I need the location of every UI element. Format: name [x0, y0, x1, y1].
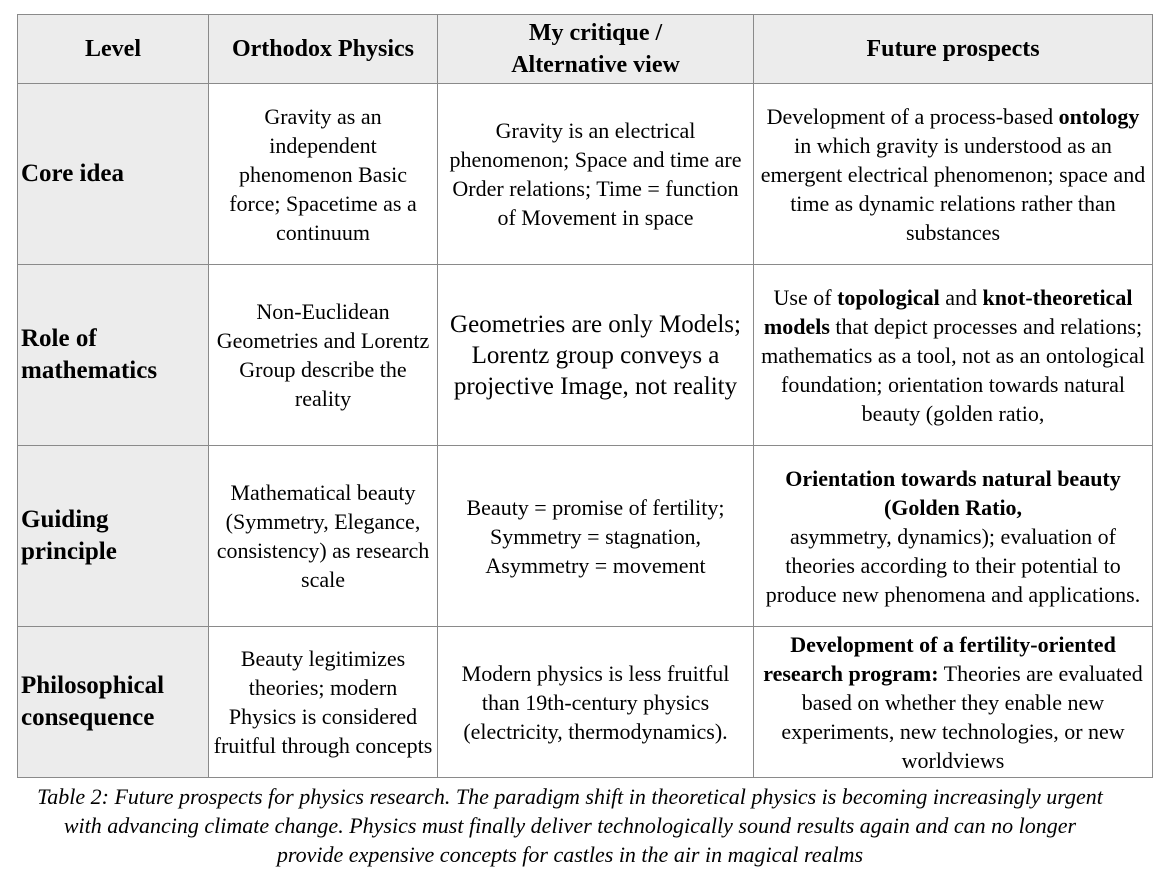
table-row-guiding-principle	[18, 446, 1153, 627]
prospects-text: in which gravity is understood as an emergent electrical phenomenon; space and time as dynamic relations rather than substances	[760, 132, 1146, 245]
table-row-philosophical-consequence	[18, 627, 1153, 778]
level-cell: Role of mathematics	[18, 265, 209, 446]
header-critique-line1: My critique /	[528, 20, 663, 46]
prospects-bold: Development of a fertility-oriented research program:	[763, 631, 1116, 686]
prospects-text: and	[939, 284, 983, 310]
prospects-text: Theories are evaluated based on whether they enable new experiments, new technologies, or new worldviews	[781, 660, 1143, 773]
level-cell: Philosophical consequence	[18, 627, 209, 778]
header-row	[18, 15, 1153, 84]
critique-cell: Gravity is an electrical phenomenon; Space and time are Order relations; Time = function of Movement in space	[438, 84, 754, 265]
level-cell: Core idea	[18, 84, 209, 265]
header-future-prospects: Future prospects	[754, 15, 1153, 84]
critique-cell: Beauty = promise of fertility; Symmetry = stagnation, Asymmetry = movement	[438, 446, 754, 627]
table-row-core-idea	[18, 84, 1153, 265]
header-critique-line2: Alternative view	[511, 52, 680, 78]
prospects-cell	[754, 446, 1153, 627]
prospects-text: that depict processes and relations; mathematics as a tool, not as an ontological foundation; orientation towards natural beauty (golden ratio,	[761, 313, 1145, 426]
prospects-bold: ontology	[1058, 103, 1140, 129]
critique-cell: Geometries are only Models; Lorentz group conveys a projective Image, not reality	[438, 265, 754, 446]
orthodox-cell: Beauty legitimizes theories; modern Physics is considered fruitful through concepts	[209, 627, 438, 778]
header-orthodox-physics: Orthodox Physics	[209, 15, 438, 84]
header-critique	[438, 15, 754, 84]
prospects-text: asymmetry, dynamics); evaluation of theories according to their potential to produce new phenomena and applications.	[765, 523, 1141, 607]
prospects-bold: topological	[837, 284, 940, 310]
critique-cell: Modern physics is less fruitful than 19th-century physics (electricity, thermodynamics).	[438, 627, 754, 778]
prospects-text: Development of a process-based	[766, 103, 1059, 129]
prospects-text: Use of	[773, 284, 838, 310]
orthodox-cell: Non-Euclidean Geometries and Lorentz Group describe the reality	[209, 265, 438, 446]
prospects-cell	[754, 627, 1153, 778]
orthodox-cell: Gravity as an independent phenomenon Basic force; Spacetime as a continuum	[209, 84, 438, 265]
prospects-bold: knot-theoretical models	[763, 284, 1133, 339]
prospects-bold: Orientation towards natural beauty (Golden Ratio,	[785, 465, 1121, 520]
level-cell: Guiding principle	[18, 446, 209, 627]
prospects-cell	[754, 84, 1153, 265]
header-level: Level	[18, 15, 209, 84]
orthodox-cell: Mathematical beauty (Symmetry, Elegance, consistency) as research scale	[209, 446, 438, 627]
comparison-table	[17, 14, 1153, 778]
prospects-cell	[754, 265, 1153, 446]
table-row-role-of-mathematics	[18, 265, 1153, 446]
table-caption: Table 2: Future prospects for physics research. The paradigm shift in theoretical physics is becoming increasingly urgent with advancing climate change. Physics must finally deliver technologically sound results again and can no longer provide expensive concepts for castles in the air in magical realms	[37, 784, 1103, 867]
